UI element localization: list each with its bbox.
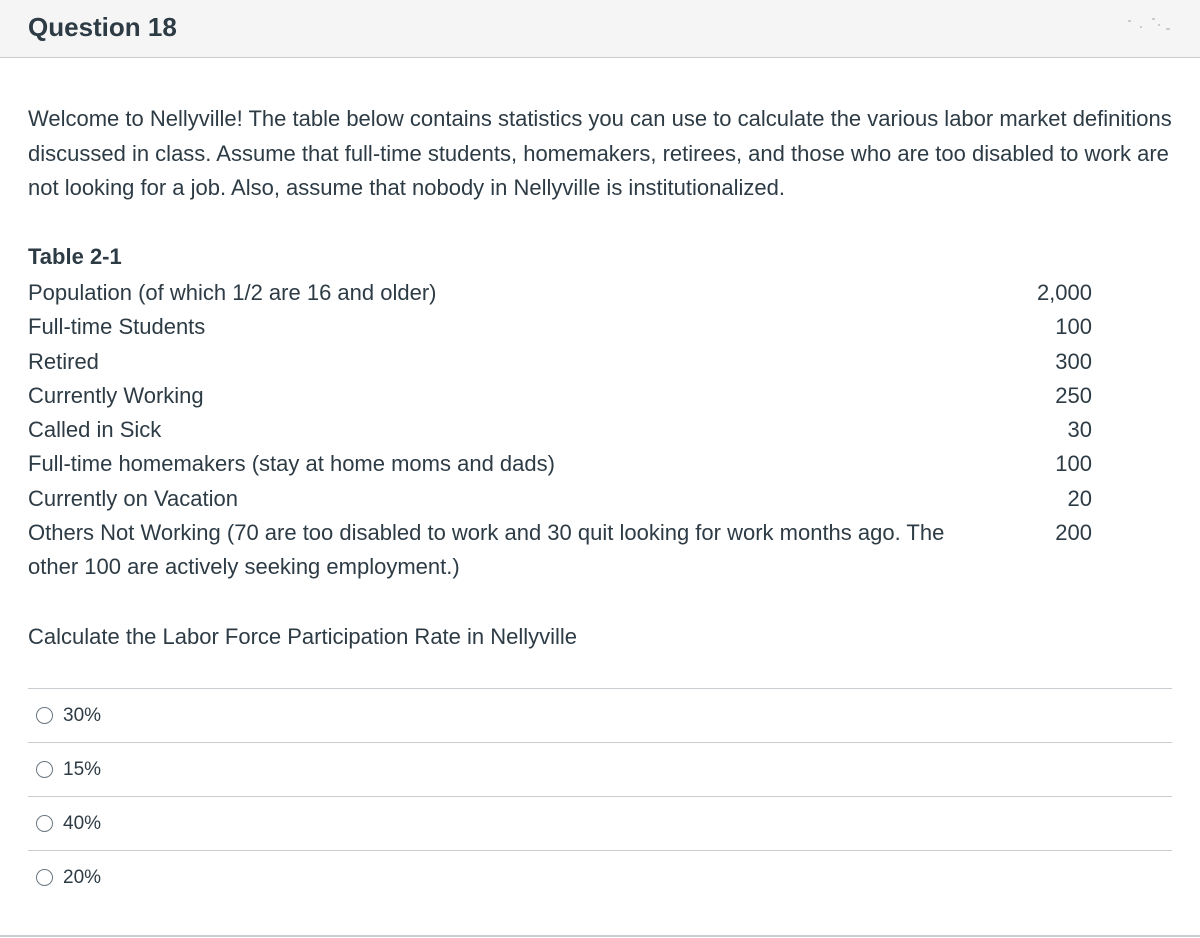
answer-list — [28, 688, 1172, 904]
row-value: 250 — [1055, 382, 1092, 408]
answer-label: 15% — [63, 758, 102, 780]
radio-button[interactable] — [36, 815, 53, 832]
flag-icon[interactable] — [1118, 14, 1178, 38]
answer-option[interactable] — [28, 742, 1172, 796]
row-label: Currently Working — [28, 382, 204, 408]
answer-label: 30% — [63, 704, 102, 726]
answer-label: 20% — [63, 866, 102, 888]
row-label: Others Not Working (70 are too disabled to work and 30 quit looking for work months ago. The other 100 are actively seeking employment.) — [28, 520, 945, 580]
table-row — [28, 447, 1092, 481]
table-row — [28, 379, 1092, 413]
row-value: 100 — [1055, 314, 1092, 340]
bottom-divider — [0, 935, 1200, 937]
row-label: Called in Sick — [28, 417, 162, 443]
row-value: 30 — [1067, 417, 1092, 443]
radio-button[interactable] — [36, 707, 53, 724]
question-body — [28, 102, 1173, 206]
intro-text: Welcome to Nellyville! The table below contains statistics you can use to calculate the various labor market definitions discussed in class. Assume that full-time students, homemakers, retirees, and those who are too disabled to work are not looking for a job. Also, assume that nobody in Nellyville is institutionalized. — [28, 106, 1172, 200]
radio-button[interactable] — [36, 869, 53, 886]
table-row — [28, 482, 1092, 516]
row-label: Full-time homemakers (stay at home moms and dads) — [28, 451, 555, 477]
answer-label: 40% — [63, 812, 102, 834]
row-value: 100 — [1055, 451, 1092, 477]
row-value: 2,000 — [1036, 280, 1092, 305]
table-row — [28, 310, 1092, 344]
row-label: Retired — [28, 348, 99, 374]
table-row — [28, 276, 1092, 310]
answer-option[interactable] — [28, 796, 1172, 850]
table-row — [28, 516, 1092, 585]
row-value: 20 — [1067, 485, 1092, 511]
answer-option[interactable] — [28, 688, 1172, 742]
row-label: Full-time Students — [28, 314, 206, 340]
question-header — [0, 0, 1200, 58]
row-value: 300 — [1055, 348, 1092, 374]
radio-button[interactable] — [36, 761, 53, 778]
table-row — [28, 413, 1092, 447]
row-label: Population (of which 1/2 are 16 and older) — [28, 280, 437, 305]
row-value: 200 — [1055, 520, 1092, 546]
question-title: Question 18 — [28, 12, 177, 42]
row-label: Currently on Vacation — [28, 485, 238, 511]
stats-table — [28, 276, 1092, 585]
table-row — [28, 345, 1092, 379]
answer-option[interactable] — [28, 850, 1172, 904]
question-prompt: Calculate the Labor Force Participation Rate in Nellyville — [28, 624, 578, 649]
table-title: Table 2-1 — [28, 244, 122, 269]
